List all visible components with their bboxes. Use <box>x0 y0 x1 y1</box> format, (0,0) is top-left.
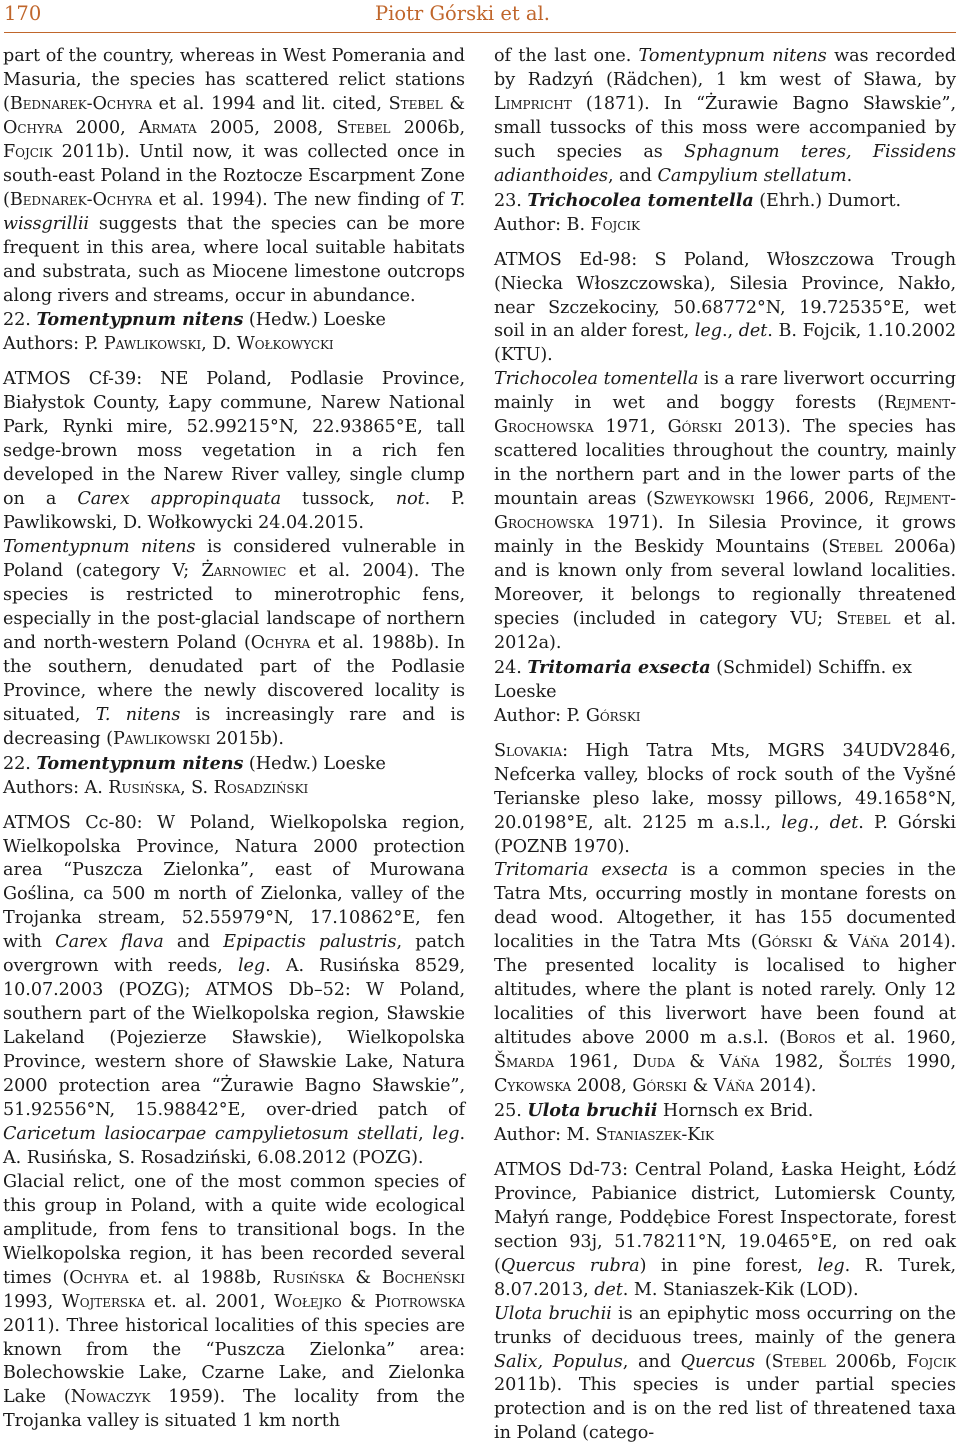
text-run: Rejment-Grochowska <box>494 393 956 438</box>
text-run: Ulota bruchii <box>527 1099 658 1121</box>
text-run: 24. <box>494 657 528 678</box>
authors-line <box>3 333 465 357</box>
species-heading <box>494 189 956 214</box>
text-run: ) in pine forest, <box>639 1255 818 1276</box>
text-run: Šmarda <box>494 1052 555 1073</box>
text-run: Wołkowycki <box>236 334 334 355</box>
text-run: Tomentypnum nitens <box>3 537 196 558</box>
text-run: Limpricht <box>494 93 572 114</box>
species-heading <box>3 308 465 333</box>
text-run: 2006b, <box>390 117 465 138</box>
paragraph <box>494 45 956 189</box>
right-column <box>494 45 956 1446</box>
text-run: Epipactis palustris <box>223 932 397 953</box>
text-run: , and <box>607 165 658 186</box>
text-run: (1871). In “Żurawie Bagno Sławskie”, small tussocks of this moss were accompanied by such species as <box>494 93 956 162</box>
text-run: det <box>738 321 768 342</box>
text-run: 25. <box>494 1100 528 1121</box>
text-run: , <box>418 1123 433 1144</box>
text-run: et al. 1994 and lit. cited, <box>151 93 389 114</box>
text-run: T. nitens <box>95 704 181 725</box>
text-run: Stebel <box>828 537 883 558</box>
text-run: ., <box>721 321 739 342</box>
text-run: Stebel <box>771 1351 826 1372</box>
text-run: 1971). In Silesia Province, it grows mainly in the Beskidy Mountains ( <box>494 513 956 558</box>
text-run: Ochyra <box>250 632 311 653</box>
text-run: 2011b). Until now, it was collected once in south-east Poland in the Roztocze Escarpment Zone ( <box>3 141 465 210</box>
text-run: Nowaczyk <box>70 1387 151 1408</box>
text-run: 1990, <box>891 1052 957 1073</box>
text-run: Quercus <box>680 1351 756 1372</box>
text-run: Pawlikowski <box>112 728 211 749</box>
text-run: Ochyra <box>69 1267 129 1288</box>
text-run: leg <box>694 321 722 342</box>
header-rule <box>4 32 956 33</box>
text-run: 22. <box>3 753 37 774</box>
text-run: 22. <box>3 310 37 331</box>
text-run: Górski <box>667 417 723 438</box>
text-run: . B. Fojcik, 1.10.2002 (KTU). <box>494 321 957 366</box>
species-heading <box>494 656 956 705</box>
text-run: 2006b, <box>825 1351 907 1372</box>
paragraph <box>494 859 956 1099</box>
text-run: 2006a) and is known only from several lowland localities. Moreover, it belongs to regionally threatened species (included in category VU; <box>494 537 956 629</box>
text-run: et al. 2004). The species is restricted to minerotrophic fens, especially in the post-glacial landscape of northern and north-western Poland ( <box>3 561 465 653</box>
text-run: leg <box>817 1255 845 1276</box>
text-run: det <box>594 1279 623 1300</box>
text-run: Ulota bruchii <box>494 1303 612 1324</box>
text-run: Salix, Populus <box>494 1351 623 1372</box>
text-run: (Ehrh.) Dumort. <box>753 190 902 211</box>
text-run: : High Tatra Mts, MGRS 34UDV2846, Nefcerka valley, blocks of rock south of the Vyšné Terianske pleso lake, mossy pillows, 49.1658°N, 20.0198°E, alt. 2125 m a.s.l., <box>494 740 956 833</box>
text-run: 1971, <box>593 417 668 438</box>
text-run: ATMOS Dd-73: Central Poland, Łaska Height, Łódź Province, Pabianice district, Lutomiersk County, Małyń range, Poddębice Forest Inspectorate, forest section 93j, 51.78211°N, 19.0465°E, on red oak ( <box>494 1159 956 1276</box>
text-run: Górski <box>585 705 641 726</box>
record-paragraph <box>494 740 956 860</box>
text-run: Caricetum lasiocarpae campylietosum stellati <box>3 1123 419 1144</box>
text-run: et al. 1960, <box>835 1028 956 1049</box>
text-run: is an epiphytic moss occurring on the trunks of deciduous trees, mainly of the genera <box>494 1303 956 1348</box>
text-run: ATMOS Ed-98: S Poland, Włoszczowa Trough (Niecka Włoszczowska), Silesia Province, Nakło, near Szczekociny, 50.68772°N, 19.72535°E, wet soil in an alder forest, <box>494 249 956 342</box>
text-run: & <box>341 1291 375 1312</box>
text-run: ATMOS Cc-80: W Poland, Wielkopolska region, Wielkopolska Province, Natura 2000 protection area “Puszcza Zielonka”, east of Murowana Goślina, ca 500 m north of Zielonka, valley of the Trojanka stream, 52.55979°N, 17.10862°E, fen with <box>3 812 465 953</box>
text-run: Fojcik <box>3 141 53 162</box>
text-run: Boros <box>785 1028 836 1049</box>
text-run: 2008, <box>571 1076 633 1097</box>
text-run: , S. <box>180 777 214 798</box>
text-run: Ochyra <box>3 117 63 138</box>
text-run: 2000, <box>62 117 139 138</box>
text-run: Trichocolea tomentella <box>527 189 754 211</box>
text-run: Rusińska <box>108 777 181 798</box>
text-run: & <box>686 1076 714 1097</box>
left-column <box>3 45 465 1434</box>
text-run: et al. 2012a). <box>494 608 957 653</box>
text-run: Author: B. <box>494 214 591 235</box>
paragraph <box>494 1303 956 1446</box>
text-run: and <box>163 932 224 953</box>
record-paragraph <box>3 368 465 536</box>
text-run: 23. <box>494 190 528 211</box>
text-run: ATMOS Cf-39: NE Poland, Podlasie Province, Białystok County, Łapy commune, Narew National Park, Rynki mire, 52.99215°N, 22.93865°E, tall sedge-brown moss vegetation in a rich fen developed in the Narew River valley, single clump on a <box>3 369 465 510</box>
text-run: is increasingly rare and is decreasing ( <box>3 704 465 749</box>
text-run: et. al. 2001, <box>145 1291 275 1312</box>
text-run: Authors: A. <box>3 777 109 798</box>
text-run: was recorded by Radzyń (Rädchen), 1 km west of Sława, by <box>494 46 957 90</box>
text-run: , and <box>622 1351 681 1372</box>
record-paragraph <box>494 249 956 369</box>
text-run: is considered vulnerable in Poland (category V; <box>3 537 466 582</box>
record-paragraph <box>3 812 465 1171</box>
text-run: Campylium stellatum <box>657 165 847 186</box>
text-run: Pawlikowski <box>103 334 202 355</box>
text-run: Quercus rubra <box>500 1255 640 1276</box>
text-run: Hornsch ex Brid. <box>657 1100 814 1121</box>
text-run: Wojterska <box>61 1291 146 1312</box>
text-run: Carex flava <box>55 932 164 953</box>
text-run: 2013). The species has scattered localities throughout the country, mainly in the northern part and in the lower parts of the mountain areas ( <box>494 417 956 510</box>
text-run: Trichocolea tomentella <box>494 369 699 390</box>
text-run: 1982, <box>759 1052 839 1073</box>
text-run: Cykowska <box>494 1076 572 1097</box>
authors-line <box>494 214 956 238</box>
text-run: . M. Staniaszek-Kik (LOD). <box>622 1279 859 1300</box>
text-run: . P. Górski (POZNB 1970). <box>494 812 956 857</box>
text-run: Tritomaria exsecta <box>527 656 711 678</box>
page-header <box>0 0 960 34</box>
text-run: Armata <box>138 117 197 138</box>
running-head: Piotr Górski et al. <box>375 2 550 25</box>
authors-line <box>494 1124 956 1148</box>
text-run: is a common species in the Tatra Mts, occurring mostly in montane forests on dead wood. Altogether, it has 155 documented localities in the Tatra Mts ( <box>494 860 957 953</box>
text-run: Bednarek-Ochyra <box>9 93 152 114</box>
page-number: 170 <box>4 2 42 25</box>
text-run: Stebel <box>388 93 443 114</box>
text-run: & <box>344 1267 382 1288</box>
text-run: Górski <box>632 1076 687 1097</box>
text-run: tussock, <box>281 489 396 510</box>
text-run: et. al 1988b, <box>128 1267 273 1288</box>
text-run: . P. Pawlikowski, D. Wołkowycki 24.04.2015. <box>3 489 466 534</box>
text-run: Tritomaria exsecta <box>494 860 669 881</box>
text-run: suggests that the species can be more frequent in this area, where local suitable habitats and substrata, such as Miocene limestone outcrops along rivers and streams, occur in abundance. <box>3 213 465 306</box>
text-run: T. wissgrillii <box>3 189 465 234</box>
text-run: Váňa <box>848 932 889 953</box>
text-run: Tomentypnum nitens <box>36 309 244 331</box>
text-run: Piotrowska <box>374 1291 465 1312</box>
text-run: , patch overgrown with reeds, <box>3 932 465 977</box>
text-run: Fojcik <box>906 1351 957 1372</box>
paragraph <box>494 368 956 655</box>
text-run: Szweykowski <box>652 489 755 510</box>
text-run: 2014). <box>753 1076 817 1097</box>
paragraph <box>3 1171 465 1434</box>
text-run: not <box>395 489 425 510</box>
text-run: 1966, 2006, <box>754 489 885 510</box>
paragraph <box>3 536 465 752</box>
record-paragraph <box>494 1159 956 1303</box>
text-run: Tomentypnum nitens <box>638 46 827 66</box>
text-run: Górski <box>757 932 813 953</box>
text-run: 1959). The locality from the Trojanka valley is situated 1 km north <box>3 1387 465 1432</box>
text-run: Slovakia <box>494 740 563 761</box>
text-run: 1961, <box>554 1052 633 1073</box>
text-run: Carex appropinquata <box>77 489 282 510</box>
text-run: Bocheński <box>381 1267 465 1288</box>
text-run: Duda <box>632 1052 675 1073</box>
text-run: of the last one. <box>494 46 639 66</box>
text-run: part of the country, whereas in West Pomerania and Masuria, the species has scattered relict stations ( <box>3 46 465 114</box>
text-run: et al. 1988b). In the southern, denudated part of the Podlasie Province, where the newly discovered locality is situated, <box>3 632 465 725</box>
text-run: Author: M. <box>494 1124 596 1145</box>
text-run: Šoltés <box>838 1052 892 1073</box>
text-run: & <box>442 93 466 114</box>
paragraph <box>3 45 465 308</box>
species-heading <box>494 1099 956 1124</box>
text-run: Żarnowiec <box>201 561 287 582</box>
text-run: 2011b). This species is under partial species protection and is on the red list of threatened taxa in Poland (catego- <box>494 1375 956 1444</box>
text-run: Authors: P. <box>3 334 104 355</box>
text-run: ( <box>755 1351 772 1372</box>
text-run: 2015b). <box>210 728 284 749</box>
text-run: 2005, 2008, <box>196 117 337 138</box>
text-run: Váňa <box>719 1052 760 1073</box>
text-run: Stebel <box>836 608 891 629</box>
text-run: Rosadziński <box>213 777 309 798</box>
text-run: is a rare liverwort occurring mainly in wet and boggy forests ( <box>494 369 956 414</box>
text-run: Fojcik <box>590 214 640 235</box>
text-run: Staniaszek-Kik <box>595 1124 714 1145</box>
species-heading <box>3 752 465 777</box>
text-run: leg <box>781 812 809 833</box>
text-run: Glacial relict, one of the most common species of this group in Poland, with a quite wide ecological amplitude, from fens to transitional bogs. In the Wielkopolska region, it has been recorded several times ( <box>3 1171 465 1288</box>
text-run: Rusińska <box>272 1267 345 1288</box>
authors-line <box>494 705 956 729</box>
text-run: ., <box>808 812 830 833</box>
text-run: Váňa <box>713 1076 754 1097</box>
text-run: Stebel <box>336 117 391 138</box>
text-run: 2014). The presented locality is localised to higher altitudes, where the plant is noted rarely. Only 12 localities of this liverwort have been found at altitudes above 2000 m a.s.l. ( <box>494 932 957 1049</box>
text-run: Author: P. <box>494 705 586 726</box>
text-run: det <box>829 812 859 833</box>
text-run: . A. Rusińska 8529, 10.07.2003 (POZG); ATMOS Db–52: W Poland, southern part of the Wielkopolska region, Sławskie Lakeland (Pojezierze Sławskie), Wielkopolska Province, western shore of Sławskie Lake, Natura 2000 protection area “Żurawie Bagno Sławskie”, 51.92556°N, 15.98842°E, over-dried patch of <box>3 956 465 1120</box>
text-run: et al. 1994). The new finding of <box>151 189 451 210</box>
text-run: Tomentypnum nitens <box>36 752 244 774</box>
text-run: 1993, <box>3 1291 62 1312</box>
text-run: Bednarek-Ochyra <box>9 189 152 210</box>
text-run: Sphagnum teres, Fissidens adianthoides <box>494 141 956 186</box>
text-run: (Hedw.) Loeske <box>243 310 386 331</box>
text-run: , D. <box>201 334 237 355</box>
text-run: Rejment-Grochowska <box>494 489 956 534</box>
authors-line <box>3 777 465 801</box>
text-run: (Hedw.) Loeske <box>243 753 386 774</box>
text-run: (Schmidel) Schiffn. ex Loeske <box>494 657 912 702</box>
text-run: & <box>674 1052 720 1073</box>
text-run: leg <box>237 956 266 977</box>
text-run: Wołejko <box>274 1291 342 1312</box>
text-run: . <box>846 165 853 186</box>
text-run: leg <box>432 1123 460 1144</box>
text-run: & <box>812 932 849 953</box>
text-run: 2011). Three historical localities of this species are known from the “Puszcza Zielonka” area: Bolechowskie Lake, Czarne Lake, and Zielonka Lake ( <box>3 1315 465 1408</box>
text-run: . A. Rusińska, S. Rosadziński, 6.08.2012 (POZG). <box>3 1123 465 1168</box>
text-run: . R. Turek, 8.07.2013, <box>494 1255 957 1300</box>
